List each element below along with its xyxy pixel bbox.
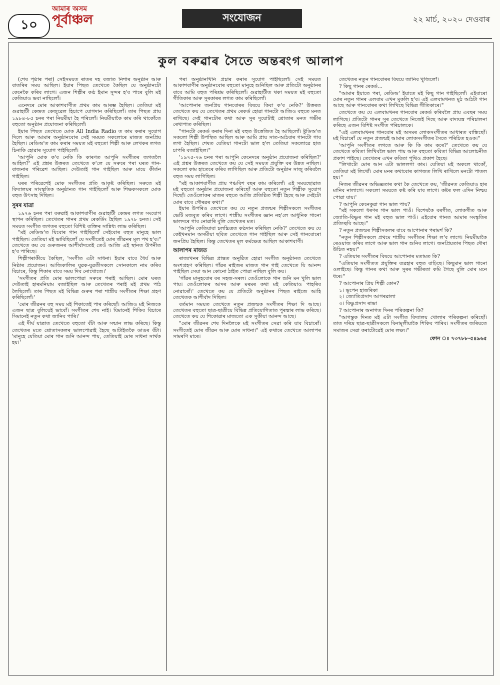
article-headline: কুল বৰুৱাৰ সৈতে অন্তৰংগ আলাপ: [158, 54, 344, 68]
page-number: ১০: [8, 14, 50, 38]
paragraph: ৰাজ্যখনৰ বিভিন্ন প্ৰান্তত অনুষ্ঠিত হোৱা সংগীত অনুষ্ঠানত তেখেতে অংশগ্ৰহণ কৰিছিল। গাঁৱৰ ৰাইজৰ মাজত গান গাই তেখেতে যি আনন্দ পাইছিল সেয়া আন কোনো ঠাইত পোৱা নাছিল বুলি কয়।: [173, 256, 321, 275]
paragraph: 'গাঁৱৰ মানুহবোৰ বৰ সহজ-সৰল। তেওঁলোকে গান শুনি মন খুলি ভাল পায়। তেওঁলোকৰ আদৰ আৰু মৰমৰ কথা মই কেতিয়াও পাহৰিব নোৱাৰোঁ।' তেখেতে কয় যে প্ৰতিটো অনুষ্ঠানৰ পিছত ৰাইজে আহি তেখেতক আশীৰ্বাদ দিছিল।: [173, 275, 321, 301]
paragraph: এনেদৰে মোৰ আকাশবাণীত প্ৰথম কাম আৰম্ভ হৈছিল। তেতিয়া মই গুৱাহাটী কেন্দ্ৰত কেজুৱেল হিচাপে যোগদান কৰিছিলোঁ। তাৰ পিছত প্ৰায় ১৯৮৪-৮৫ চনৰ পৰা নিয়মীয়া হৈ পৰিলোঁ। নিয়মীয়াকৈ কাম কৰি থাকোঁতে বহুতো অনুষ্ঠান প্ৰযোজনা কৰিছিলোঁ।: [12, 102, 161, 128]
masthead-logo: [52, 6, 108, 27]
author-contact: ফোন ঃ ৭৩৭৮৮-৫৪৯৬৫: [429, 335, 487, 342]
section-label: সংযোজন: [182, 9, 302, 28]
subheading: সুৰৰ যাত্ৰা: [12, 202, 34, 209]
paragraph: ? আপুনি কেনেকুৱা গান ভাল পায়?: [339, 201, 411, 208]
paragraph: ? নতুন প্ৰজন্মৰ শিল্পীসকলৰ বাবে আপোনাৰ পৰামৰ্শ কি?: [339, 227, 453, 234]
subheading: আলাপৰ মাজত: [173, 247, 207, 254]
paragraph: ইয়াৰ উপৰিও তেখেতে কয় যে নতুন প্ৰজন্মৰ শিল্পীসকলে সংগীতৰ ভেটি মজবুত কৰিব লাগে। শাস্ত্ৰীয় সংগীতৰ জ্ঞান নহ'লে আধুনিক গানো ভালদৰে গাব নোৱাৰি বুলি তেখেতৰ মত।: [173, 206, 321, 226]
paragraph: ২। জ্যোতিপ্ৰসাদ আগৰৱালা: [339, 294, 396, 301]
paragraph: নিজৰ জীৱনৰ অভিজ্ঞতাৰ কথা কৈ তেখেতে কয়, 'জীৱনত কেতিয়াও হাৰ মানিব নালাগে। সকলো সময়তে কষ্ট কৰি যাব লাগে। কষ্টৰ ফল এদিন নিশ্চয় পোৱা যায়।': [333, 182, 487, 201]
paragraph: 'আপুনি সংগীতৰ লগতে আৰু কি কি কাম কৰে?' তেখেতে কয় যে তেখেতে কবিতা লিখিবলৈ ভাল পায় আৰু বহুতো কবিতা বিভিন্ন আলোচনীত প্ৰকাশ পাইছে। তেখেতৰ এখন কবিতা পুথিও প্ৰকাশ হৈছে।: [333, 142, 487, 162]
masthead-top: আমাৰ অসম: [52, 5, 88, 13]
paragraph: এই দীৰ্ঘ যাত্ৰাত তেখেতে বহুতো বঁটা আৰু সন্মান লাভ কৰিছে। কিন্তু তেখেতৰ মতে শ্ৰোতাসকলৰ ভালপোৱাই হৈছে আটাইতকৈ ডাঙৰ বঁটা। 'মানুহে যেতিয়া মোৰ গান শুনি আনন্দ পায়, তেতিয়াই মোৰ সাধনা সাৰ্থক হয়।': [12, 321, 161, 347]
paragraph: তেখেতে কয় যে এলবামখনৰ গানবোৰ ৰেকৰ্ড কৰিবলৈ প্ৰায় এবছৰ সময় লাগিছে। প্ৰতিটো গানৰ সুৰ তেখেতে নিজেই দিছে আৰু বাদ্যযন্ত্ৰ পৰিচালনা কৰিছে এজন বিশিষ্ট সংগীত পৰিচালকে।: [333, 110, 487, 129]
paragraph: ? এতিয়াৰ সংগীতৰ বিষয়ে আপোনাৰ মতামত কি?: [339, 254, 440, 261]
paragraph: ঘৰৰ পৰিৱেশেই মোক সংগীতৰ প্ৰতি আকৃষ্ট কৰিছিল। সৰুতে মই বিদ্যালয়ৰ সাংস্কৃতিক অনুষ্ঠানত গান গাইছিলোঁ আৰু শিক্ষকসকলে মোক বহুত উৎসাহ দিছিল।: [12, 180, 161, 200]
paragraph: "এতিয়াৰ সংগীতত প্ৰযুক্তিৰ ব্যৱহাৰ বহুত বাঢ়িছে। কিছুমান ভাল গানো ওলাইছে। কিন্তু গানৰ কথা আৰু সুৰৰ গভীৰতা কমি গৈছে বুলি মোৰ মনে ধৰে।": [333, 261, 487, 280]
paragraph: 'আপুনি কেতিয়াবা চলচ্চিত্ৰত কণ্ঠদান কৰিছিল নেকি?' তেখেতে কয় যে কেইখনমান অসমীয়া ছবিত তেখেতে গান গাইছিল আৰু সেই গানবোৰো জনপ্ৰিয় হৈছিল। কিন্তু তেখেতৰ মূল কৰ্মক্ষেত্ৰ আছিল আকাশবাণী।: [173, 225, 321, 245]
paragraph: "আমাৰ ইয়াতে পৰা, ৰেডিঅ' ইয়াতে মই কিছু গান গাইছিলোঁ। এইবাৰো মোৰ নতুন গানৰ এলবাম এখন মুকলি হ'ব। এই এলবামখনত মুঠ আঠটা গান আছে আৰু গানবোৰৰ কথা লিখিছে বিভিন্ন গীতিকাৰে।": [333, 90, 487, 110]
paragraph: "মই আকাশবাণীত প্ৰায় পঞ্চবিশ বছৰ কাম কৰিলোঁ। এই সময়ছোৱাত মই বহুতো অনুষ্ঠান প্ৰযোজনা কৰিছোঁ আৰু বহুতো নতুন শিল্পীক সুযোগ দিছোঁ। তেওঁলোকৰ মাজৰ বহুতে আজি প্ৰতিষ্ঠিত শিল্পী হৈছে আৰু সেইটো মোৰ বাবে গৌৰৱৰ কথা।": [173, 180, 321, 206]
paragraph: বৰ্তমান সময়ত তেখেতে নতুন প্ৰজন্মক সংগীতৰ শিক্ষা দি আছে। তেখেতৰ বহুতো ছাত্ৰ-ছাত্ৰীয়ে বিভিন্ন প্ৰতিযোগিতাত পুৰস্কাৰ লাভ কৰিছে। তেখেতে কয় যে শিকোৱাৰ মাজতো এক সুকীয়া আনন্দ আছে।: [173, 301, 321, 321]
column-divider: [166, 77, 167, 671]
article-column-1: [12, 77, 161, 672]
article-column-2: [173, 77, 321, 672]
paragraph: পৰা অনুষ্ঠানখিনি প্ৰচাৰ কৰাৰ সুযোগ পাইছিলোঁ। সেই সময়ত আকাশবাণীৰ অনুষ্ঠানবোৰ বহুতো মানুহে শুনিছিল আৰু প্ৰতিটো অনুষ্ঠানৰ বাবে আমি বহুত পৰিশ্ৰম কৰিছিলোঁ। গুৱাহাটীত থকা সময়ত মই বহুতো গীতিকাৰ আৰু সুৰকাৰৰ লগত কাম কৰিছিলোঁ।: [173, 77, 321, 103]
paragraph: '১৯৭৫-৭৬ চনৰ পৰা আপুনি কেনেদৰে অনুষ্ঠান প্ৰযোজনা কৰিছিল?' এই প্ৰশ্নৰ উত্তৰত তেখেতে কয় যে সেই সময়ত প্ৰযুক্তি বৰ উন্নত নাছিল। সকলো কাম হাতেৰে কৰিব লাগিছিল আৰু প্ৰতিটো অনুষ্ঠান সাজু কৰিবলৈ বহুত সময় লাগিছিল।: [173, 154, 321, 180]
paragraph: ? কিছু গানৰ ৰেকৰ্ড...: [339, 83, 383, 90]
paragraph: ? আপোনাৰ অনাগত দিনৰ পৰিকল্পনা কি?: [339, 308, 424, 315]
paragraph: "লিখাটো মোৰ আন এটা ভাললগা কাম। যেতিয়া মই অকলে থাকোঁ, তেতিয়া মই লিখোঁ। মোৰ মনৰ কথাবোৰ কাগজত লিখি ৰাখিলে মনটো পাতল হয়।": [333, 162, 487, 182]
header-divider: [8, 38, 492, 39]
paragraph: 'মোৰ জীৱনৰ বহু সময় মই শিকাতেই পাৰ কৰিছোঁ। আজিও মই নিজকে এজন ছাত্ৰ বুলিয়েই ভাবোঁ। সংগীতৰ শেষ নাই। যিমানেই শিকিব বিচাৰে সিমানেই নতুন কথা জানিব পাৰি।': [12, 301, 161, 321]
page-date: ২২ মাৰ্চ, ২০২০ দেওবাৰ: [412, 15, 490, 24]
paragraph: "মই ৰেডিঅ'ত যিবোৰ গান গাইছিলোঁ সেইবোৰ বহুত মানুহে ভাল পাইছিল। তেতিয়া মই ভাবিছিলোঁ যে সংগীতেই মোৰ জীৱনৰ মূল পথ হ'ব।" তেখেতে কয় যে গুৰুজনৰ আশীৰ্বাদতেই তেওঁ আজি এই স্থানত উপনীত হ'ব পাৰিছে।: [12, 230, 161, 256]
paragraph: শিল্পীগৰাকীয়ে কৈছিল, 'সংগীত এটা সাধনা। ইয়াৰ বাবে ধৈৰ্য আৰু নিষ্ঠাৰ প্ৰয়োজন। আজিকালিৰ যুৱক-যুৱতীসকলে সোনকালে নাম কৰিব বিচাৰে, কিন্তু শিকাৰ বাবে সময় দিব নোখোজে।': [12, 256, 161, 275]
paragraph: ১। ভূপেন হাজৰিকা: [339, 287, 378, 294]
page-header: [0, 0, 500, 42]
paragraph: (শেষ পৃষ্ঠাৰ পৰা) সেইসময়ত ৰাতৰ দহ বজাত নিশাৰ অনুষ্ঠান আৰু বাতৰিৰ সময় আছিল। ইয়াৰ পিছত তেখেতে কৈছিল যে অনুষ্ঠানটো কেনেকৈ কৰিব লাগে। এজন শিল্পীৰ কণ্ঠ ইমান সুন্দৰ হ'ব পাৰে বুলি মই কেতিয়াও ভবা নাছিলোঁ।: [12, 77, 161, 103]
paragraph: ইয়াৰ পিছত তেখেতে মোক All India Radio ত কাম কৰাৰ সুযোগ দিলে আৰু আমাৰ অনুষ্ঠানবোৰ সেই সময়ত সকলোৰে মাজত জনপ্ৰিয় হৈছিল। ৰেডিঅ'ত কাম কৰাৰ সময়ত মই বহুতো শিল্পী আৰু লেখকৰ লগত চিনাকি হোৱাৰ সুযোগ পাইছিলোঁ।: [12, 128, 161, 154]
paragraph: "এই এলবামখনৰ গানবোৰ মই অসমৰ লোকসংগীতৰ আধাৰত বান্ধিছোঁ। মই বিচাৰোঁ যে নতুন প্ৰজন্মই আমাৰ লোকসংগীতৰ সৈতে পৰিচিত হওক।": [333, 129, 487, 143]
paragraph: "আগন্তুক দিনত মই এটা সংগীত বিদ্যালয় খোলাৰ পৰিকল্পনা কৰিছোঁ। তাত দৰিদ্ৰ ছাত্ৰ-ছাত্ৰীসকলে বিনামূলীয়াকৈ শিকিব পাৰিব। সংগীতৰ জৰিয়তে সমাজৰ সেৱা কৰাটোৱেই মোৰ লক্ষ্য।": [333, 314, 487, 334]
paragraph: ? আপোনাৰ প্ৰিয় শিল্পী কোন?: [339, 280, 400, 287]
paragraph: 'আপোনাৰ জনপ্ৰিয় গানবোৰৰ বিষয়ে কিবা ক'ব নেকি?' উত্তৰত তেখেতে কয় যে তেখেতৰ প্ৰথম ৰেকৰ্ড হোৱা গানটো আজিও বহুতে মনত ৰাখিছে। সেই গানটোৰ কথা আৰু সুৰ দুয়োটাই শ্ৰোতাৰ মনত গভীৰ ৰেখাপাত কৰিছিল।: [173, 102, 321, 128]
paragraph: তেখেতৰ নতুন গানবোৰৰ বিষয়ে জানিব খুজিলোঁ।: [339, 77, 439, 83]
paragraph: ৩। বিষ্ণুপ্ৰসাদ ৰাভা: [339, 301, 378, 308]
paragraph: "মই সকলো ধৰণৰ গান ভাল পাওঁ। বিশেষকৈ বৰগীত, লোকগীত আৰু জ্যোতি-বিষ্ণুৰ গান মই বহুত ভাল পাওঁ। এইবোৰ গানত আমাৰ সংস্কৃতিৰ প্ৰতিচ্ছবি আছে।": [333, 208, 487, 228]
masthead-main: পূৰ্বাঞ্চল: [52, 13, 93, 28]
paragraph: "নতুন শিল্পীসকলে প্ৰথমে শাস্ত্ৰীয় সংগীতৰ শিক্ষা ল'ব লাগে। নিয়মীয়াকৈ ৰেওয়াজ কৰিব লাগে আৰু ভাল গান শুনিব লাগে। জনপ্ৰিয়তাৰ পিছত দৌৰা উচিত নহয়।": [333, 234, 487, 254]
article-column-3: [333, 77, 487, 672]
column-divider: [327, 77, 328, 671]
paragraph: ১৯৭৬ চনৰ পৰা বৰুৱাই আকাশবাণীৰ গুৱাহাটী কেন্দ্ৰৰ লগত সংযোগ স্থাপন কৰিছিল। তেখেতৰ গানৰ প্ৰথম ৰেকৰ্ডিং হৈছিল ১৯৭৮ চনত। সেই সময়ত সংগীত জগতৰ বহুতো বিশিষ্ট ব্যক্তিৰ সান্নিধ্য লাভ কৰিছিল।: [12, 210, 161, 230]
article-box: [8, 42, 494, 676]
paragraph: 'আপুনি মোক ক'ব নেকি কি কাৰণত আপুনি সংগীতৰ জগতলৈ আহিল?' এই প্ৰশ্নৰ উত্তৰত তেখেতে ক'লে যে সৰুৰে পৰা ঘৰত গান-বাজনাৰ পৰিৱেশ আছিল। দেউতাই গান গাইছিল আৰু মায়ে কীৰ্তন গাইছিল।: [12, 154, 161, 180]
paragraph: "মোৰ জীৱনৰ শেষ দিনলৈকে মই সংগীতৰ সেৱা কৰি যাব বিচাৰোঁ। সংগীতেই মোৰ জীৱন আৰু মোৰ সাধনা।" এই কথাৰে তেখেতে আলাপৰ সামৰণি মাৰে।: [173, 321, 321, 340]
paragraph: 'সংগীতৰ প্ৰতি মোৰ ভালপোৱা সৰুৰে পৰাই আছিল। মোৰ ঘৰত দেউতাই হাৰমনিয়াম বজাইছিল আৰু তেখেতৰ পৰাই মই প্ৰথম পাঠ লৈছিলোঁ। তাৰ পিছত মই বিভিন্ন গুৰুৰ পৰা শাস্ত্ৰীয় সংগীতৰ শিক্ষা গ্ৰহণ কৰিছিলোঁ।': [12, 275, 161, 301]
paragraph: "গানটো ৰেকৰ্ড কৰাৰ দিনা মই বহুত উত্তেজিত হৈ আছিলোঁ। ষ্টুডিঅ'ত সকলো শিল্পী উপস্থিত আছিল আৰু আমি প্ৰায় সাত-আঠবাৰ গানটো গাব লগা হৈছিল। শেষত যেতিয়া গানটো ভাল হ'ল তেতিয়া সকলোৱে হাত চাপৰি বজাইছিল।": [173, 128, 321, 154]
